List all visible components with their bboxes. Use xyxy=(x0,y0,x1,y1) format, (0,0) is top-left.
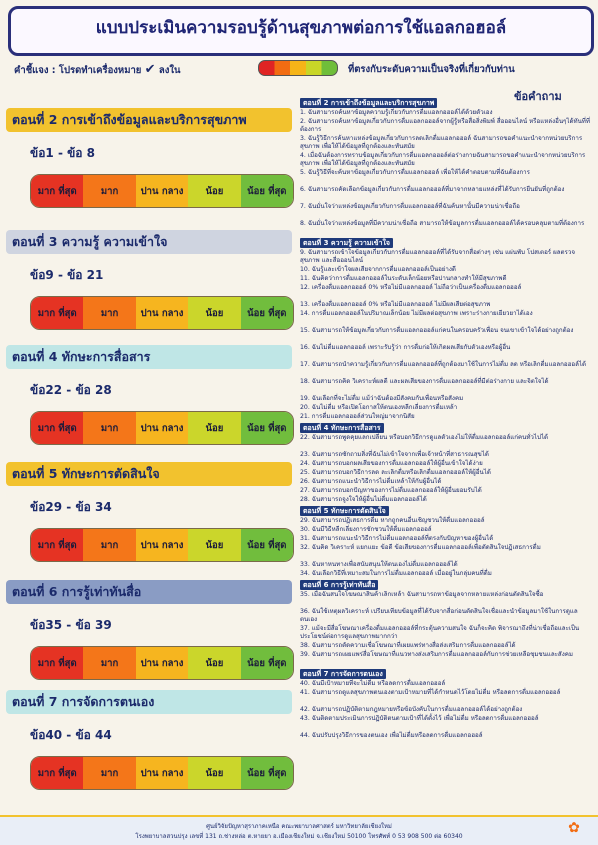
page-title: แบบประเมินความรอบรู้ด้านสุขภาพต่อการใช้แอลกอฮอล์ xyxy=(95,18,507,38)
rating-option-3[interactable] xyxy=(136,757,188,789)
rating-option-2[interactable] xyxy=(83,647,135,679)
question-item: 8. ฉันมั่นใจว่าแหล่งข้อมูลที่มีความน่าเชื่อถือ สามารถให้ข้อมูลการดื่มแอลกอฮอล์ได้ครอบคลุมตามที่ต้องการ xyxy=(300,220,585,227)
rating-option-4[interactable] xyxy=(188,529,240,561)
rating-label: น้อย ที่สุด xyxy=(247,539,287,551)
instruction-after: ที่ตรงกับระดับความเป็นจริงที่เกี่ยวกับท่าน xyxy=(348,64,515,75)
section-title: ตอนที่ 6 การรู้เท่าทันสื่อ xyxy=(6,580,292,604)
rating-option-3[interactable] xyxy=(136,647,188,679)
rating-label: ปาน กลาง xyxy=(140,657,184,669)
rating-label: น้อย xyxy=(205,657,224,669)
question-item: 20. ฉันไม่ดื่ม หรือเปิดโอกาสให้ตนเองหลีกเลี่ยงการดื่มเหล้า xyxy=(300,404,458,411)
question-item: 17. ฉันสามารถนำความรู้เกี่ยวกับการดื่มแอลกอฮอล์ที่ถูกต้องมาใช้ในการไม่ดื่ม ลด หรือเลิกดื่มแอลกอฮอล์ได้ xyxy=(300,361,587,368)
question-item: 42. ฉันสามารถปฏิบัติตามกฎหมายหรือข้อบังคับในการดื่มแอลกอฮอล์ได้อย่างถูกต้อง xyxy=(300,706,523,713)
rating-label: น้อย ที่สุด xyxy=(247,307,287,319)
rating-label: มาก xyxy=(100,657,119,669)
section-7 xyxy=(6,690,292,790)
section-title: ตอนที่ 5 ทักษะการตัดสินใจ xyxy=(6,462,292,486)
question-group-header: ตอนที่ 2 การเข้าถึงข้อมูลและบริการสุขภาพ xyxy=(300,98,437,108)
section-4 xyxy=(6,345,292,445)
question-item: 9. ฉันสามารถเข้าใจข้อมูลเกี่ยวกับการดื่มแอลกอฮอล์ที่ได้รับจากสื่อต่างๆ เช่น แผ่นพับ โปสเตอร์ ผลตรวจสุขภาพ และสื่อออนไลน์ xyxy=(300,249,575,264)
rating-option-2[interactable] xyxy=(83,297,135,329)
question-group-header: ตอนที่ 5 ทักษะการตัดสินใจ xyxy=(300,506,389,516)
check-mark-icon: ✔ xyxy=(144,62,156,77)
footer-line-2: โรงพยาบาลสวนปรุง เลขที่ 131 ถ.ช่างหล่อ ต.หายยา อ.เมืองเชียงใหม่ จ.เชียงใหม่ 50100 โทรศัพท์ 0 53 908 500 ต่อ 60340 xyxy=(135,833,463,840)
question-item: 43. ฉันติดตามประเมินการปฏิบัติตนตามเป้าที่ได้ตั้งไว้ เพื่อไม่ดื่ม หรือลดการดื่มแอลกอฮอล์ xyxy=(300,715,539,722)
question-item: 30. ฉันมีวิธีหลีกเลี่ยงการชักชวนให้ดื่มแอลกอฮอล์ xyxy=(300,526,432,533)
rating-scale xyxy=(30,296,294,330)
question-item: 4. เมื่อฉันต้องการทราบข้อมูลเกี่ยวกับการดื่มแอลกอฮอล์ต่อร่างกายฉันสามารถขอคำแนะนำจากหน่วยบริการสุขภาพ เพื่อให้ได้ข้อมูลที่ถูกต้องและทันสมัย xyxy=(300,152,586,167)
instruction-text xyxy=(14,62,180,78)
questions-header: ข้อคำถาม xyxy=(514,90,562,103)
question-item: 35. เมื่อฉันสนใจโฆษณาสินค้าเลิกเหล้า ฉันสามารถหาข้อมูลจากหลายแหล่งก่อนตัดสินใจซื้อ xyxy=(300,591,544,598)
rating-option-5[interactable] xyxy=(241,647,293,679)
section-title: ตอนที่ 2 การเข้าถึงข้อมูลและบริการสุขภาพ xyxy=(6,108,292,132)
question-item: 18. ฉันสามารถคิด วิเคราะห์ผลดี และผลเสียของการดื่มแอลกอฮอล์ที่มีต่อร่างกาย และจิตใจได้ xyxy=(300,378,549,385)
section-5 xyxy=(6,462,292,562)
rating-label: มาก xyxy=(100,422,119,434)
question-group-header: ตอนที่ 6 การรู้เท่าทันสื่อ xyxy=(300,580,378,590)
section-title: ตอนที่ 7 การจัดการตนเอง xyxy=(6,690,292,714)
question-item: 37. แม้จะมีสื่อโฆษณาเครื่องดื่มแอลกอฮอล์ที่กระตุ้นความสนใจ ฉันก็จะคิด พิจารณาถึงที่น่าเชื่อถือและเป็นประโยชน์ต่อการดูแลสุขภาพมากกว่า xyxy=(300,625,580,640)
question-item: 44. ฉันปรับปรุงวิธีการของตนเอง เพื่อไม่ดื่มหรือลดการดื่มแอลกอฮอล์ xyxy=(300,732,483,739)
rating-label: มาก xyxy=(100,185,119,197)
rating-label: น้อย ที่สุด xyxy=(247,422,287,434)
rating-option-5[interactable] xyxy=(241,175,293,207)
rating-option-2[interactable] xyxy=(83,757,135,789)
rating-label: มาก ที่สุด xyxy=(37,767,77,779)
question-item: 22. ฉันสามารถพูดคุยแลกเปลี่ยน หรือบอกวิธีการดูแลตัวเองไม่ให้ดื่มแอลกอฮอล์แก่คนทั่วไปได้ xyxy=(300,434,549,441)
instruction-middle: ลงใน xyxy=(158,65,181,76)
rating-option-4[interactable] xyxy=(188,175,240,207)
rating-scale xyxy=(30,411,294,445)
rating-scale xyxy=(30,646,294,680)
section-range: ข้อ1 - ข้อ 8 xyxy=(30,146,96,160)
rating-label: น้อย xyxy=(205,185,224,197)
question-item: 38. ฉันสามารถตัดความเชื่อโฆษณาที่เผยแพร่ทางสื่อส่งเสริมการดื่มแอลกอฮอล์ได้ xyxy=(300,642,516,649)
rating-option-5[interactable] xyxy=(241,529,293,561)
rating-option-4[interactable] xyxy=(188,412,240,444)
rating-label: น้อย ที่สุด xyxy=(247,657,287,669)
question-item: 14. การดื่มแอลกอฮอล์ในปริมาณเล็กน้อย ไม่มีผลต่อสุขภาพ เพราะร่างกายเยียวยาได้เอง xyxy=(300,310,533,317)
rating-label: น้อย ที่สุด xyxy=(247,767,287,779)
rating-label: ปาน กลาง xyxy=(140,307,184,319)
question-item: 25. ฉันสามารถบอกวิธีการลด ละเลิกดื่มหรือเลิกดื่มแอลกอฮอล์ให้ผู้อื่นได้ xyxy=(300,469,491,476)
rating-label: ปาน กลาง xyxy=(140,767,184,779)
rating-label: ปาน กลาง xyxy=(140,422,184,434)
question-item: 11. ฉันคิดว่าการดื่มแอลกอฮอล์ในระดับเล็กน้อยหรือปานกลางทำให้มีสุขภาพดี xyxy=(300,275,507,282)
question-item: 32. ฉันคิด วิเคราะห์ แยกแยะ ข้อดี ข้อเสียของการดื่มแอลกอฮอล์เพื่อตัดสินใจปฏิเสธการดื่ม xyxy=(300,544,541,551)
rating-label: มาก ที่สุด xyxy=(37,422,77,434)
rating-option-2[interactable] xyxy=(83,529,135,561)
section-2 xyxy=(6,108,292,208)
question-item: 10. ฉันรู้และเข้าใจผลเสียจากการดื่มแอลกอฮอล์เป็นอย่างดี xyxy=(300,266,456,273)
rating-option-3[interactable] xyxy=(136,297,188,329)
section-6 xyxy=(6,580,292,680)
rating-label: มาก ที่สุด xyxy=(37,307,77,319)
instruction-before: คำชี้แจง : โปรดทำเครื่องหมาย xyxy=(14,65,142,76)
section-range: ข้อ29 - ข้อ 34 xyxy=(30,500,112,514)
rating-option-1[interactable] xyxy=(31,529,83,561)
question-group-header: ตอนที่ 3 ความรู้ ความเข้าใจ xyxy=(300,238,393,248)
question-item: 21. การดื่มแอลกอฮอล์ส่วนใหญ่มาจากนิสัย xyxy=(300,413,415,420)
rating-label: มาก ที่สุด xyxy=(37,657,77,669)
question-item: 31. ฉันสามารถแนะนำวิธีการไม่ดื่มแอลกอฮอล์ที่ตรงกับปัญหาของผู้อื่นได้ xyxy=(300,535,494,542)
question-item: 40. ฉันมีเป้าหมายที่จะไม่ดื่ม หรือลดการดื่มแอลกอฮอล์ xyxy=(300,680,446,687)
question-item: 15. ฉันสามารถให้ข้อมูลเกี่ยวกับการดื่มแอลกอฮอล์แก่คนในครอบครัวเพื่อน จนเขาเข้าใจได้อย่างถูกต้อง xyxy=(300,327,574,334)
question-item: 12. เครื่องดื่มแอลกอฮอล์ 0% หรือไม่มีแอลกอฮอล์ ไม่ถือว่าเป็นเครื่องดื่มแอลกอฮอล์ xyxy=(300,284,522,291)
question-item: 34. ฉันเลือกวิธีที่เหมาะสมในการไม่ดื่มแอลกอฮอล์ เมื่ออยู่ในกลุ่มคนที่ดื่ม xyxy=(300,570,492,577)
rating-scale xyxy=(30,528,294,562)
rating-option-3[interactable] xyxy=(136,175,188,207)
rating-scale xyxy=(30,174,294,208)
rating-option-3[interactable] xyxy=(136,412,188,444)
question-item: 24. ฉันสามารถบอกผลเสียของการดื่มแอลกอฮอล์ให้ผู้อื่นเข้าใจได้ง่าย xyxy=(300,460,483,467)
rating-option-1[interactable] xyxy=(31,757,83,789)
rating-label: น้อย xyxy=(205,767,224,779)
rating-label: น้อย ที่สุด xyxy=(247,185,287,197)
question-item: 7. ฉันมั่นใจว่าแหล่งข้อมูลเกี่ยวกับการดื่มแอลกอฮอล์ที่ฉันค้นหานั้นมีความน่าเชื่อถือ xyxy=(300,203,520,210)
question-group-header: ตอนที่ 7 การจัดการตนเอง xyxy=(300,669,386,679)
question-item: 41. ฉันสามารถดูแลสุขภาพตนเองตามเป้าหมายที่ได้กำหนดไว้โดยไม่ดื่ม หรือลดการดื่มแอลกอฮอล์ xyxy=(300,689,561,696)
rating-label: น้อย xyxy=(205,422,224,434)
rating-label: มาก xyxy=(100,539,119,551)
rating-option-5[interactable] xyxy=(241,757,293,789)
section-range: ข้อ22 - ข้อ 28 xyxy=(30,383,112,397)
question-item: 3. ฉันรู้วิธีการค้นหาแหล่งข้อมูลเกี่ยวกับการลดเลิกดื่มแอลกอฮอล์ ฉันสามารถขอคำแนะนำจากหน่วยบริการสุขภาพ เพื่อให้ได้ข้อมูลที่ถูกต้องและทันสมัย xyxy=(300,135,583,150)
question-item: 23. ฉันสามารถซักถามสิ่งที่ฉันไม่เข้าใจจากเพื่อเจ้าหน้าที่สาธารณสุขได้ xyxy=(300,451,489,458)
rating-scale xyxy=(30,756,294,790)
question-item: 2. ฉันสามารถค้นหาข้อมูลเกี่ยวกับการดื่มแอลกอฮอล์จากผู้รู้หรือสื่อสิ่งพิมพ์ สื่อออนไลน์ หรือแหล่งอื่นๆได้ทันที่ที่ต้องการ xyxy=(300,118,590,133)
question-item: 6. ฉันสามารถคัดเลือกข้อมูลเกี่ยวกับการดื่มแอลกอฮอล์ที่มาจากหลายแหล่งที่ได้รับการยืนยันที่ถูกต้อง xyxy=(300,186,565,193)
rating-label: น้อย xyxy=(205,307,224,319)
section-title: ตอนที่ 4 ทักษะการสื่อสาร xyxy=(6,345,292,369)
rating-option-2[interactable] xyxy=(83,412,135,444)
question-item: 26. ฉันสามารถแนะนำวิธีการไม่ดื่มเหล้าให้กับผู้อื่นได้ xyxy=(300,478,442,485)
question-group-header: ตอนที่ 4 ทักษะการสื่อสาร xyxy=(300,423,384,433)
rating-label: มาก ที่สุด xyxy=(37,185,77,197)
rating-option-1[interactable] xyxy=(31,412,83,444)
rating-option-1[interactable] xyxy=(31,175,83,207)
section-title: ตอนที่ 3 ความรู้ ความเข้าใจ xyxy=(6,230,292,254)
footer-line-1: ศูนย์วิจัยปัญหาสุราภาคเหนือ คณะพยาบาลศาสตร์ มหาวิทยาลัยเชียงใหม่ xyxy=(206,823,392,830)
rating-label: มาก xyxy=(100,767,119,779)
rating-option-2[interactable] xyxy=(83,175,135,207)
rating-label: มาก xyxy=(100,307,119,319)
section-range: ข้อ9 - ข้อ 21 xyxy=(30,268,104,282)
rating-option-1[interactable] xyxy=(31,297,83,329)
question-item: 33. ฉันหาหนทางเพื่อสนับสนุนให้ตนเองไม่ดื่มแอลกอฮอล์ได้ xyxy=(300,561,458,568)
rating-label: น้อย xyxy=(205,539,224,551)
question-item: 13. เครื่องดื่มแอลกอฮอล์ 0% หรือไม่มีแอลกอฮอล์ ไม่มีผลเสียต่อสุขภาพ xyxy=(300,301,491,308)
scale-legend-bar xyxy=(258,60,338,76)
section-3 xyxy=(6,230,292,330)
rating-option-5[interactable] xyxy=(241,297,293,329)
rating-option-5[interactable] xyxy=(241,412,293,444)
question-item: 16. ฉันไม่ดื่มแอลกอฮอล์ เพราะรับรู้ว่า การดื่มก่อให้เกิดผลเสียกับตัวเองหรือผู้อื่น xyxy=(300,344,511,351)
section-range: ข้อ35 - ข้อ 39 xyxy=(30,618,112,632)
question-item: 1. ฉันสามารถค้นหาข้อมูลความรู้เกี่ยวกับการดื่มแอลกอฮอล์ได้ด้วยตัวเอง xyxy=(300,109,493,116)
logo-icon: ✿ xyxy=(568,820,580,836)
question-item: 36. ฉันใช้เหตุผลวิเคราะห์ เปรียบเทียบข้อมูลที่ได้รับจากสื่อก่อนตัดสินใจเชื่อและนำข้อมูลมาใช้ในการดูแลตนเอง xyxy=(300,608,578,623)
footer xyxy=(0,815,598,845)
rating-label: ปาน กลาง xyxy=(140,539,184,551)
rating-label: ปาน กลาง xyxy=(140,185,184,197)
question-item: 19. ฉันเลือกที่จะไม่ดื่ม แม้ว่าฉันต้องมีสังคมกับเพื่อนหรือสังคม xyxy=(300,395,464,402)
rating-label: มาก ที่สุด xyxy=(37,539,77,551)
rating-option-1[interactable] xyxy=(31,647,83,679)
rating-option-4[interactable] xyxy=(188,647,240,679)
question-item: 5. ฉันรู้วิธีที่จะค้นหาข้อมูลเกี่ยวกับการดื่มแอลกอฮอล์ เพื่อให้ได้คำตอบตามที่ฉันต้องการ xyxy=(300,169,530,176)
question-item: 29. ฉันสามารถปฏิเสธการดื่ม หากถูกคนอื่นเชิญชวนให้ดื่มแอลกอฮอล์ xyxy=(300,517,485,524)
question-item: 39. ฉันสามารถเผยแพร่สื่อโฆษณาที่แนวทางส่งเสริมการดื่มแอลกอฮอล์กับการช่วยเหลือชุมชนและสังคม xyxy=(300,651,573,658)
section-range: ข้อ40 - ข้อ 44 xyxy=(30,728,112,742)
title-banner xyxy=(8,6,594,56)
rating-option-4[interactable] xyxy=(188,757,240,789)
question-item: 28. ฉันสามารถจูงใจให้ผู้อื่นไม่ดื่มแอลกอฮอล์ได้ xyxy=(300,496,427,503)
rating-option-4[interactable] xyxy=(188,297,240,329)
question-item: 27. ฉันสามารถบอกปัญหาของการไม่ดื่มแอลกอฮอล์ให้ผู้อื่นยอมรับได้ xyxy=(300,487,482,494)
rating-option-3[interactable] xyxy=(136,529,188,561)
